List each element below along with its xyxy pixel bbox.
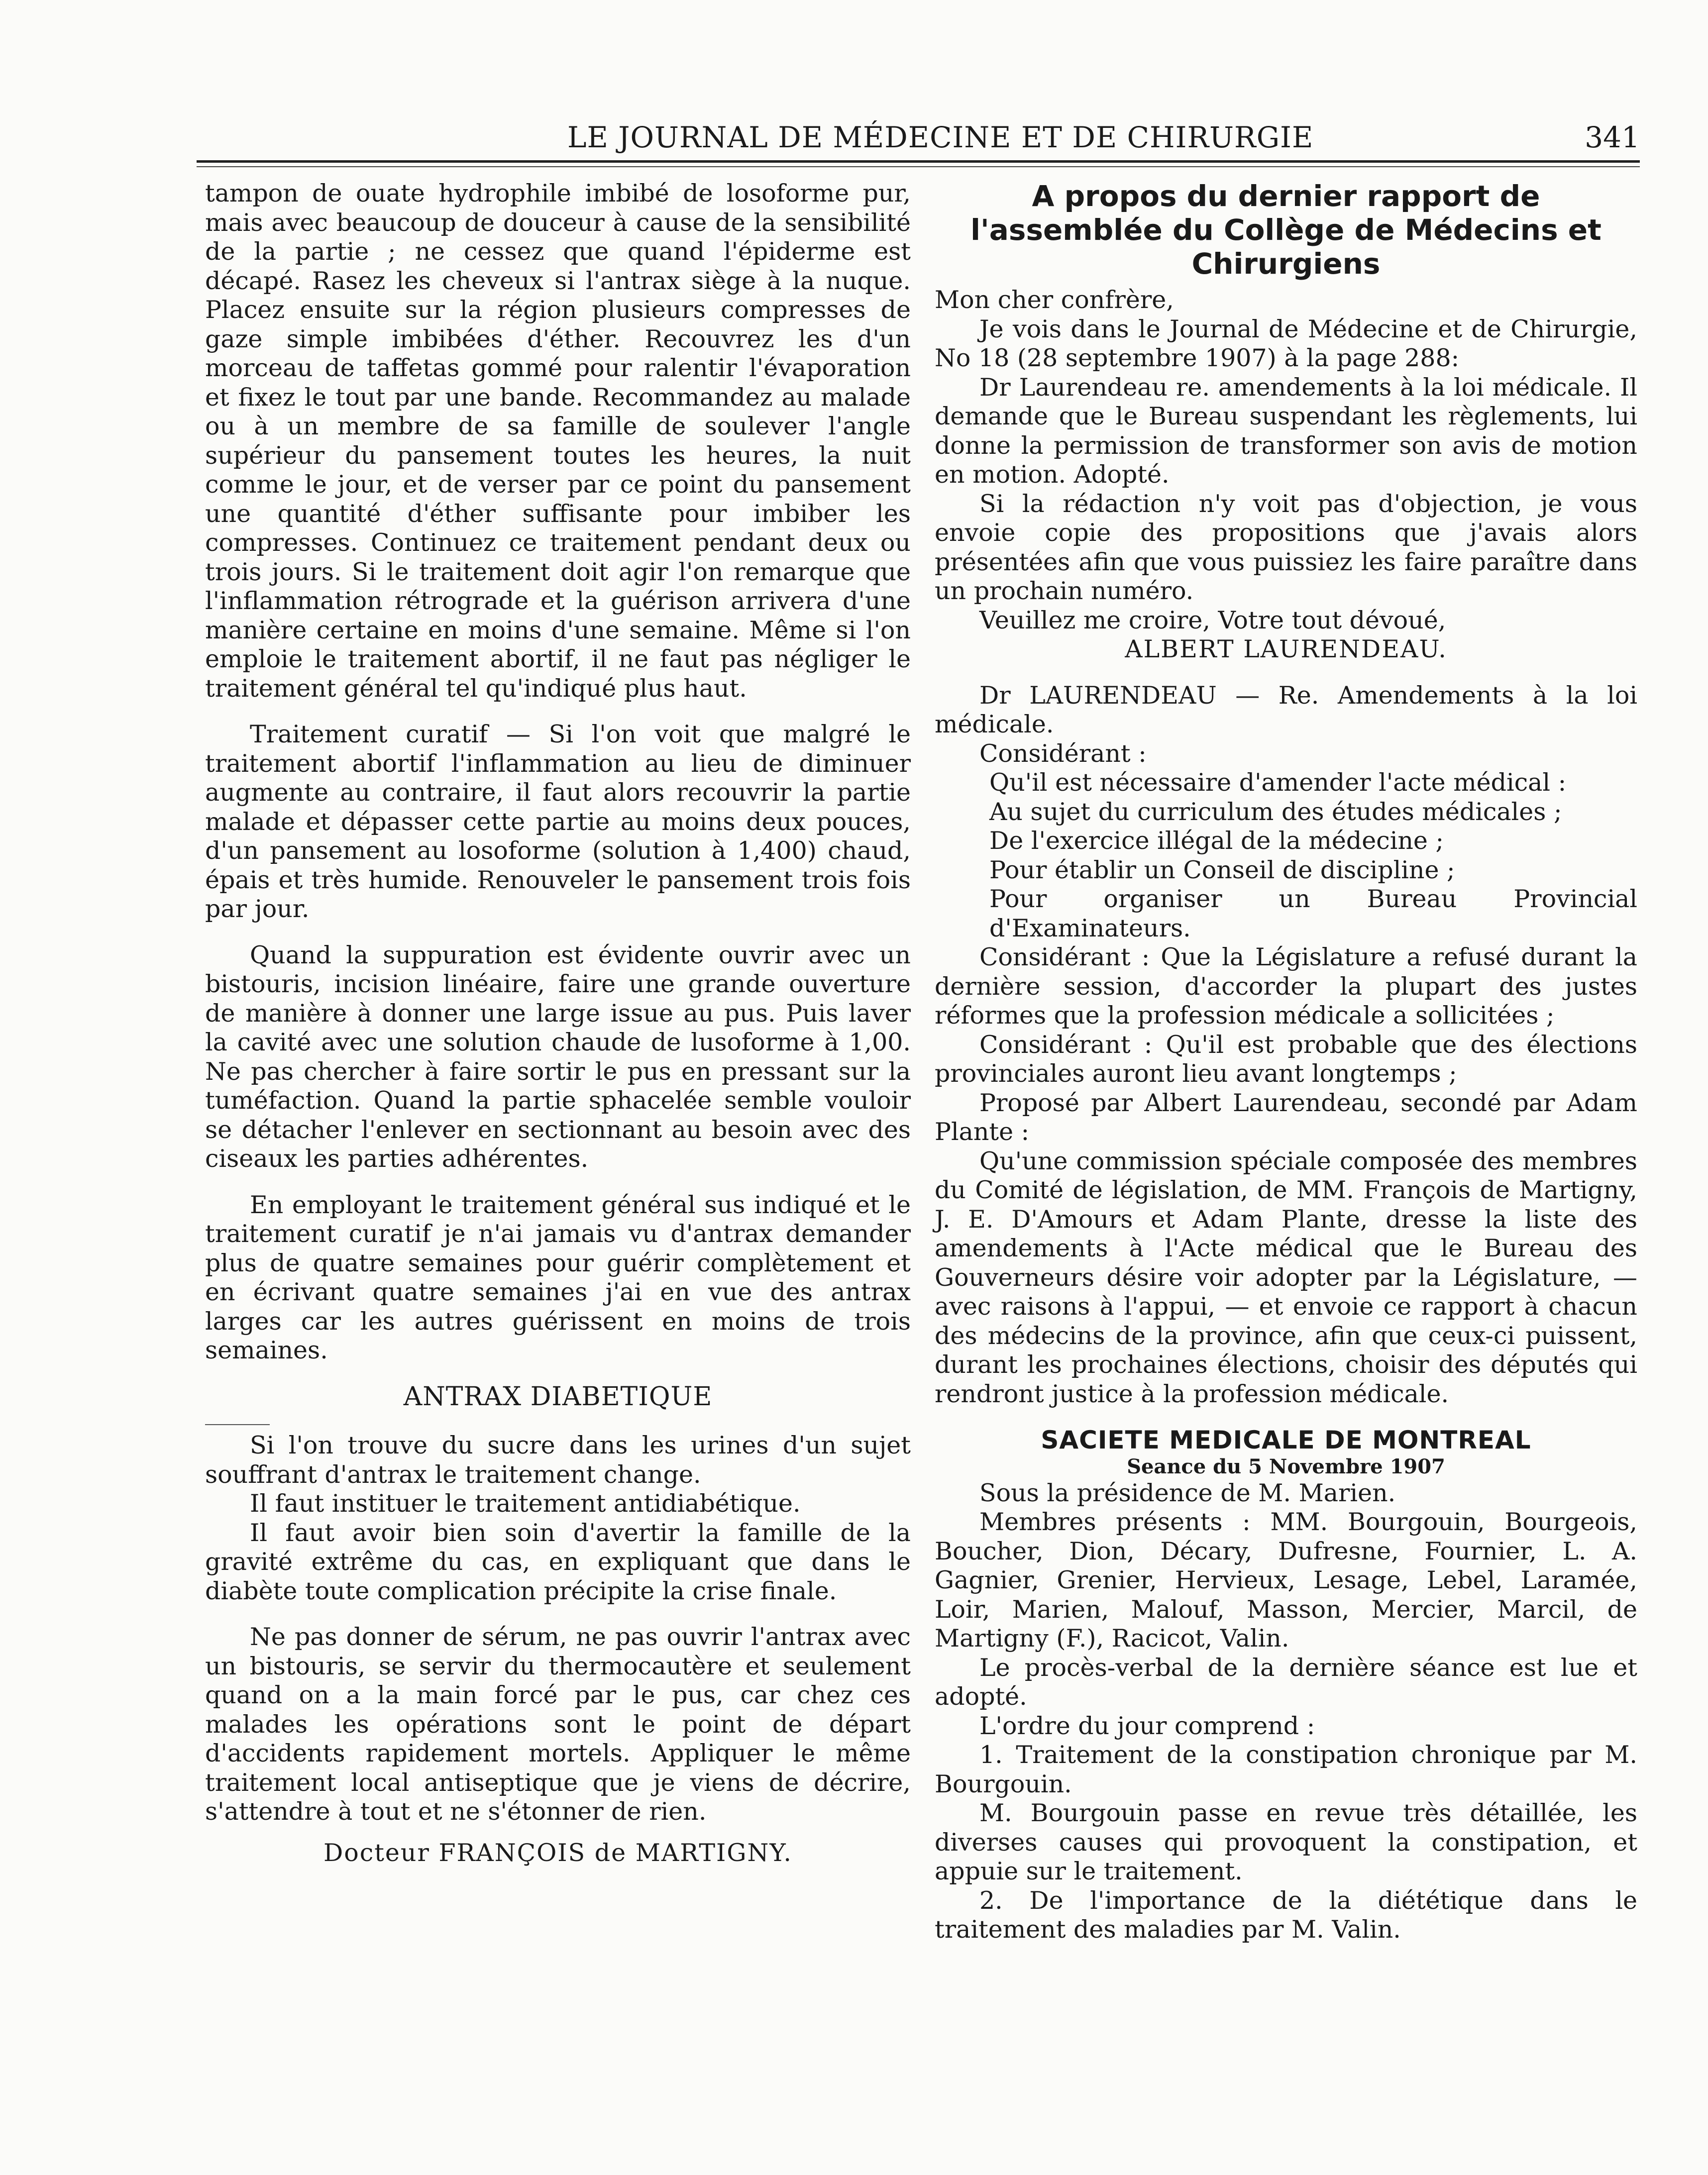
letter-signature: ALBERT LAURENDEAU.	[1125, 635, 1447, 663]
header-rule-thin	[197, 166, 1640, 167]
header-rule-thick	[197, 160, 1640, 163]
paragraph: Quand la suppuration est évidente ouvrir avec un bistouris, incision linéaire, faire une grande ouverture de manière à donner une large issue au pus. Puis laver la cavité avec une solution chaude de lusoforme à 1,00. Ne pas chercher à faire sortir le pus en pressant sur la tuméfaction. Quand la partie sphacelée semble vouloir se détacher l'enlever en sectionnant au besoin avec des ciseaux les parties adhérentes.	[205, 940, 911, 1173]
paragraph: Qu'une commission spéciale composée des membres du Comité de législation, de MM. François de Martigny, J. E. D'Amours et Adam Plante, dresse la liste des amendements à l'Acte médical que le Bureau des Gouverneurs désire voir adopter par la Législature, — avec raisons à l'appui, — et envoie ce rapport à chacun des médecins de la province, afin que ceux-ci puissent, durant les prochaines élections, choisir des députés qui rendront justice à la profession médicale.	[935, 1146, 1637, 1408]
paragraph: En employant le traitement général sus indiqué et le traitement curatif je n'ai jamais vu d'antrax demander plus de quatre semaines pour guérir complètement et en écrivant quatre semaines j'ai en vue des antrax larges car les autres guérissent en moins de trois semaines.	[205, 1190, 911, 1364]
paragraph: M. Bourgouin passe en revue très détaillée, les diverses causes qui provoquent la constipation, et appuie sur le traitement.	[935, 1799, 1637, 1885]
paragraph: Sous la présidence de M. Marien.	[979, 1478, 1396, 1507]
paragraph: 1. Traitement de la constipation chronique par M. Bourgouin.	[935, 1741, 1637, 1798]
right-column	[935, 179, 1637, 1945]
paragraph: Je vois dans le Journal de Médecine et de Chirurgie, No 18 (28 septembre 1907) à la page 288:	[935, 314, 1637, 372]
paragraph: Considérant : Que la Législature a refusé durant la dernière session, d'accorder la plupart des justes réformes que la profession médicale a sollicitées ;	[935, 943, 1637, 1030]
paragraph: Considérant :	[979, 739, 1147, 768]
paragraph: Traitement curatif — Si l'on voit que malgré le traitement abortif l'inflammation au lieu de diminuer augmente au contraire, il faut alors recouvrir la partie malade et dépasser cette partie au moins deux pouces, d'un pansement au losoforme (solution à 1,400) chaud, épais et très humide. Renouveler le pansement trois fois par jour.	[205, 720, 911, 923]
paragraph: Dr LAURENDEAU — Re. Amendements à la loi médicale.	[935, 681, 1637, 738]
page-number: 341	[1585, 120, 1640, 154]
list-item: Au sujet du curriculum des études médicales ;	[989, 797, 1562, 826]
paragraph: Ne pas donner de sérum, ne pas ouvrir l'antrax avec un bistouris, se servir du thermocautère et seulement quand on a la main forcé par le pus, car chez ces malades les opérations sont le point de départ d'accidents rapidement mortels. Appliquer le même traitement local antiseptique que je viens de décrire, s'attendre à tout et ne s'étonner de rien.	[205, 1623, 911, 1826]
salutation: Mon cher confrère,	[935, 286, 1174, 314]
list-item: Pour établir un Conseil de discipline ;	[989, 855, 1455, 884]
paragraph: Membres présents : MM. Bourgouin, Bourgeois, Boucher, Dion, Décary, Dufresne, Fournier, L. A. Gagnier, Grenier, Hervieux, Lesage, Lebel, Laramée, Loir, Marien, Malouf, Masson, Mercier, Marcil, de Martigny (F.), Racicot, Valin.	[935, 1508, 1637, 1653]
divider	[205, 1424, 270, 1425]
paragraph: Dr Laurendeau re. amendements à la loi médicale. Il demande que le Bureau suspendant les règlements, lui donne la permission de transformer son avis de motion en motion. Adopté.	[935, 373, 1637, 489]
paragraph: L'ordre du jour comprend :	[979, 1711, 1315, 1740]
paragraph: Il faut instituer le traitement antidiabétique.	[250, 1489, 801, 1518]
running-header	[197, 119, 1640, 164]
signature: Docteur FRANÇOIS de MARTIGNY.	[323, 1838, 792, 1867]
list-item: Pour organiser un Bureau Provincial d'Examinateurs.	[989, 885, 1637, 942]
paragraph: Si l'on trouve du sucre dans les urines d'un sujet souffrant d'antrax le traitement change.	[205, 1431, 911, 1489]
society-heading: SACIETE MEDICALE DE MONTREAL	[1041, 1426, 1531, 1454]
paragraph: tampon de ouate hydrophile imbibé de losoforme pur, mais avec beaucoup de douceur à cause de la sensibilité de la partie ; ne cessez que quand l'épiderme est décapé. Rasez les cheveux si l'antrax siège à la nuque. Placez ensuite sur la région plusieurs compresses de gaze simple imbibées d'éther. Recouvrez les d'un morceau de taffetas gommé pour ralentir l'évaporation et fixez le tout par une bande. Recommandez au malade ou à un membre de sa famille de soulever l'angle supérieur du pansement toutes les heures, la nuit comme le jour, et de verser par ce point du pansement une quantité d'éther suffisante pour imbiber les compresses. Continuez ce traitement pendant deux ou trois jours. Si le traitement doit agir l'on remarque que l'inflammation rétrograde et la guérison arrivera d'une manière certaine en moins d'une semaine. Même si l'on emploie le traitement abortif, il ne faut pas négliger le traitement général tel qu'indiqué plus haut.	[205, 179, 911, 703]
paragraph: Si la rédaction n'y voit pas d'objection, je vous envoie copie des propositions que j'avais alors présentées afin que vous puissiez les faire paraître dans un prochain numéro.	[935, 489, 1637, 605]
left-column	[205, 179, 911, 1867]
section-heading: ANTRAX DIABETIQUE	[403, 1381, 713, 1412]
paragraph: Il faut avoir bien soin d'avertir la famille de la gravité extrême du cas, en expliquant que dans le diabète toute complication précipite la crise finale.	[205, 1518, 911, 1605]
journal-title: LE JOURNAL DE MÉDECINE ET DE CHIRURGIE	[567, 120, 1314, 154]
list-item: De l'exercice illégal de la médecine ;	[989, 827, 1444, 855]
amendment-list	[935, 768, 1637, 943]
session-date: Seance du 5 Novembre 1907	[1127, 1454, 1445, 1478]
paragraph: Proposé par Albert Laurendeau, secondé par Adam Plante :	[935, 1088, 1637, 1146]
paragraph: 2. De l'importance de la diététique dans le traitement des maladies par M. Valin.	[935, 1886, 1637, 1944]
list-item: Qu'il est nécessaire d'amender l'acte médical :	[989, 768, 1567, 797]
article-title: A propos du dernier rapport de l'assemblée du Collège de Médecins et Chirurgiens	[970, 179, 1601, 281]
paragraph: Le procès-verbal de la dernière séance est lue et adopté.	[935, 1653, 1637, 1711]
paragraph: Considérant : Qu'il est probable que des élections provinciales auront lieu avant longtemps ;	[935, 1030, 1637, 1088]
closing: Veuillez me croire, Votre tout dévoué,	[979, 606, 1446, 634]
